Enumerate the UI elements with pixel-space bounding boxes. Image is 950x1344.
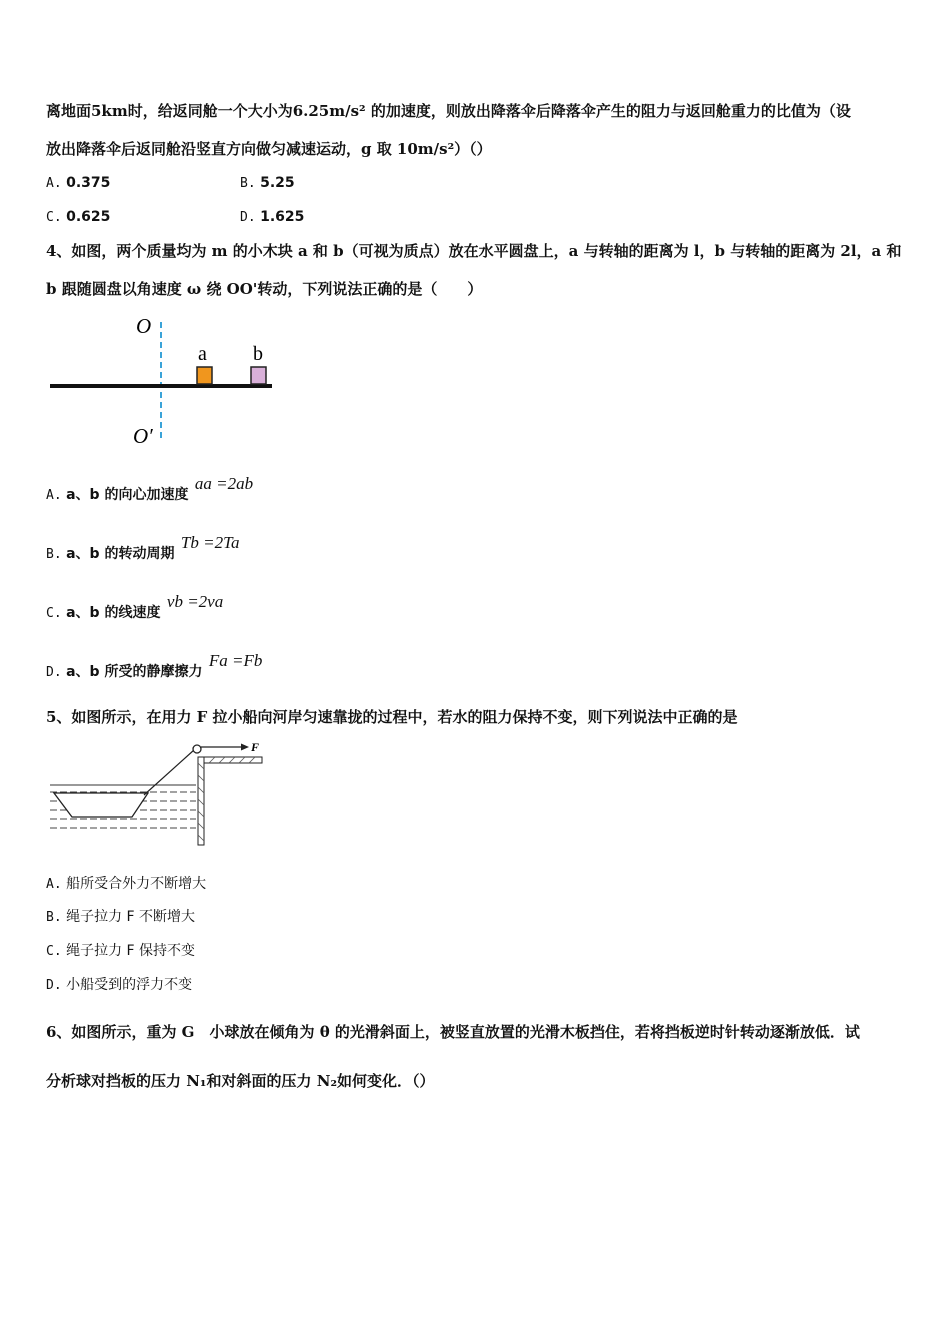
option-text: 0.375 [66, 175, 111, 191]
option-label: D. [240, 210, 256, 225]
option-text: 船所受合外力不断增大 [66, 876, 207, 892]
option-text: 绳子拉力 F 不断增大 [66, 909, 196, 925]
axis-label-bottom: O′ [133, 424, 153, 448]
boat [54, 793, 148, 817]
block-a [197, 367, 212, 384]
block-b-label: b [253, 343, 263, 365]
option-formula: Tb =2Ta [180, 533, 240, 552]
option-text: a、b 的线速度 [66, 605, 161, 621]
option-label: A. [46, 488, 62, 503]
q3-option-c[interactable] [46, 207, 110, 228]
q4-option-d[interactable] [46, 651, 263, 683]
q5-stem-line-1: 5、如图所示，在用力 F 拉小船向河岸匀速靠拢的过程中，若水的阻力保持不变，则下列说法中正确的是 [46, 708, 738, 726]
option-text: a、b 所受的静摩擦力 [66, 664, 203, 680]
option-text: 5.25 [260, 175, 295, 191]
q5-option-a[interactable] [46, 874, 206, 895]
force-label: F [251, 740, 260, 754]
option-label: D. [46, 665, 62, 680]
q5-option-d[interactable] [46, 975, 192, 996]
q3-stem-line-2: 放出降落伞后返同舱沿竖直方向做匀减速运动，g 取 10m/s²）（） [46, 140, 492, 158]
q3-option-a[interactable] [46, 173, 110, 194]
q3-stem-line-1: 离地面5km时，给返同舱一个大小为6.25m/s² 的加速度，则放出降落伞后降落伞产生的阻力与返回舱重力的比值为（设 [46, 102, 851, 120]
block-a-label: a [198, 343, 207, 365]
option-label: C. [46, 606, 62, 621]
q4-stem-line-1: 4、如图，两个质量均为 m 的小木块 a 和 b（可视为质点）放在水平圆盘上，a 与转轴的距离为 l，b 与转轴的距离为 2l，a 和 [46, 242, 902, 260]
q5-option-b[interactable] [46, 907, 195, 928]
option-label: D. [46, 978, 62, 993]
block-b [251, 367, 266, 384]
option-label: B. [46, 547, 62, 562]
q4-stem-line-2: b 跟随圆盘以角速度 ω 绕 OO'转动，下列说法正确的是（ ） [46, 280, 483, 298]
option-formula: vb =2va [166, 592, 224, 611]
q3-option-d[interactable] [240, 207, 304, 228]
q4-option-b[interactable] [46, 533, 240, 565]
option-label: A. [46, 176, 62, 191]
q6-stem-line-2: 分析球对挡板的压力 N₁和对斜面的压力 N₂如何变化．（） [46, 1072, 435, 1090]
option-label: A. [46, 877, 62, 892]
rotating-disk-figure [40, 310, 290, 455]
q5-option-c[interactable] [46, 941, 195, 962]
option-label: B. [46, 910, 62, 925]
boat-pull-figure [44, 735, 269, 850]
option-label: B. [240, 176, 256, 191]
option-text: a、b 的转动周期 [66, 546, 175, 562]
axis-label-top: O [136, 314, 152, 338]
force-arrow-head [241, 744, 249, 751]
option-text: 小船受到的浮力不变 [66, 977, 193, 993]
option-text: a、b 的向心加速度 [66, 487, 189, 503]
q4-option-c[interactable] [46, 592, 224, 624]
rope [144, 750, 194, 795]
option-formula: Fa =Fb [208, 651, 263, 670]
pulley [193, 745, 201, 753]
option-formula: aa =2ab [194, 474, 254, 493]
bank-top [204, 757, 262, 763]
bank-wall [198, 757, 204, 845]
option-label: C. [46, 210, 62, 225]
option-text: 0.625 [66, 209, 111, 225]
q3-option-b[interactable] [240, 173, 295, 194]
q6-stem-line-1: 6、如图所示，重为 G 小球放在倾角为 θ 的光滑斜面上，被竖直放置的光滑木板挡住，若将挡板逆时针转动逐渐放低．试 [46, 1023, 860, 1041]
option-label: C. [46, 944, 62, 959]
option-text: 1.625 [260, 209, 305, 225]
option-text: 绳子拉力 F 保持不变 [66, 943, 196, 959]
q4-option-a[interactable] [46, 474, 254, 506]
